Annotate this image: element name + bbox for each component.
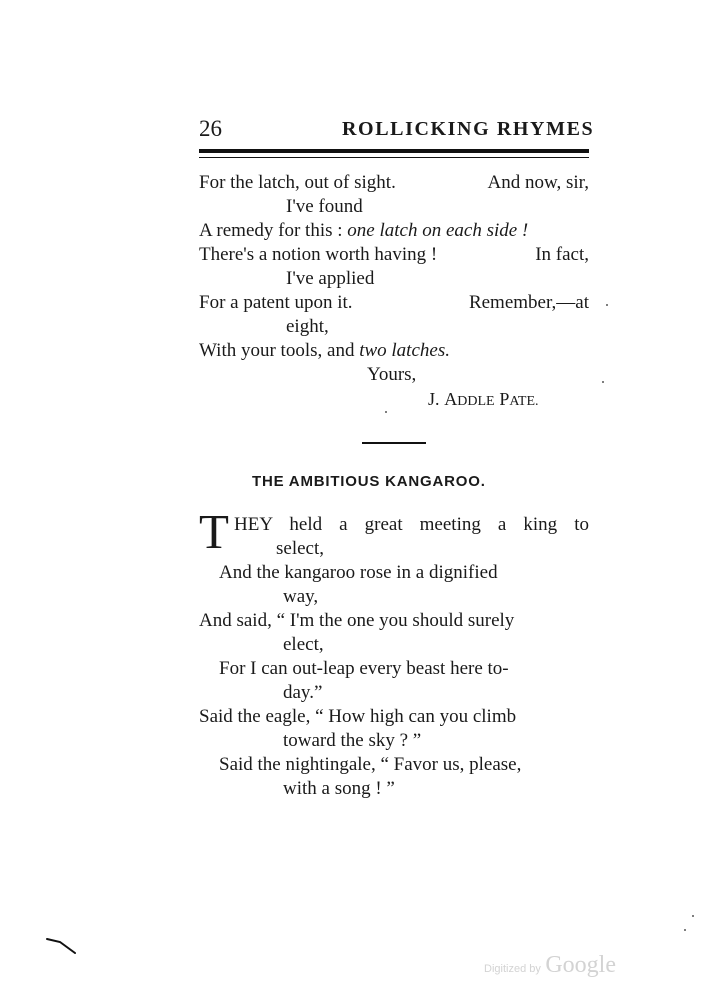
poem-line-11: Said the nightingale, “ Favor us, please, — [219, 754, 522, 775]
scan-speck — [385, 411, 387, 413]
letter-line-3: A remedy for this : one latch on each side ! — [199, 220, 529, 241]
scan-mark-icon — [46, 936, 80, 956]
letter-line-1: For the latch, out of sight. And now, sir, — [199, 172, 589, 193]
header-rule-thick — [199, 149, 589, 153]
letter-line-4: There's a notion worth having ! In fact, — [199, 244, 589, 265]
letter-line-2: I've found — [286, 196, 363, 217]
poem-line-10: toward the sky ? ” — [283, 730, 422, 751]
letter-line-6: For a patent upon it. Remember,—at — [199, 292, 589, 313]
letter-line-5: I've applied — [286, 268, 375, 289]
letter-closing: Yours, — [367, 364, 417, 385]
poem-line-2: select, — [276, 538, 325, 559]
poem-line-7: For I can out-leap every beast here to- — [219, 658, 509, 679]
page-number: 26 — [199, 116, 222, 141]
letter-signature: J. ADDLE PATE. — [428, 389, 539, 409]
poem-line-6: elect, — [283, 634, 324, 655]
poem-line-3: And the kangaroo rose in a dignified — [219, 562, 498, 583]
scan-speck — [602, 381, 604, 383]
scan-speck — [684, 929, 686, 931]
poem-line-9: Said the eagle, “ How high can you climb — [199, 706, 517, 727]
running-title: ROLLICKING RHYMES — [342, 118, 595, 140]
letter-line-7: eight, — [286, 316, 329, 337]
google-watermark: Digitized by Google — [484, 952, 616, 978]
poem-line-12: with a song ! ” — [283, 778, 395, 799]
header-rule-thin — [199, 157, 589, 158]
poem-title: THE AMBITIOUS KANGAROO. — [252, 473, 486, 490]
poem-line-5: And said, “ I'm the one you should surely — [199, 610, 515, 631]
letter-line-8: With your tools, and two latches. — [199, 340, 450, 361]
poem-line-4: way, — [283, 586, 319, 607]
scan-speck — [692, 915, 694, 917]
poem-line-1: HEY held a great meeting a king to — [234, 514, 589, 535]
poem-line-8: day.” — [283, 682, 323, 703]
scan-speck — [606, 304, 608, 306]
drop-cap: T — [199, 504, 229, 559]
section-divider — [362, 442, 426, 444]
